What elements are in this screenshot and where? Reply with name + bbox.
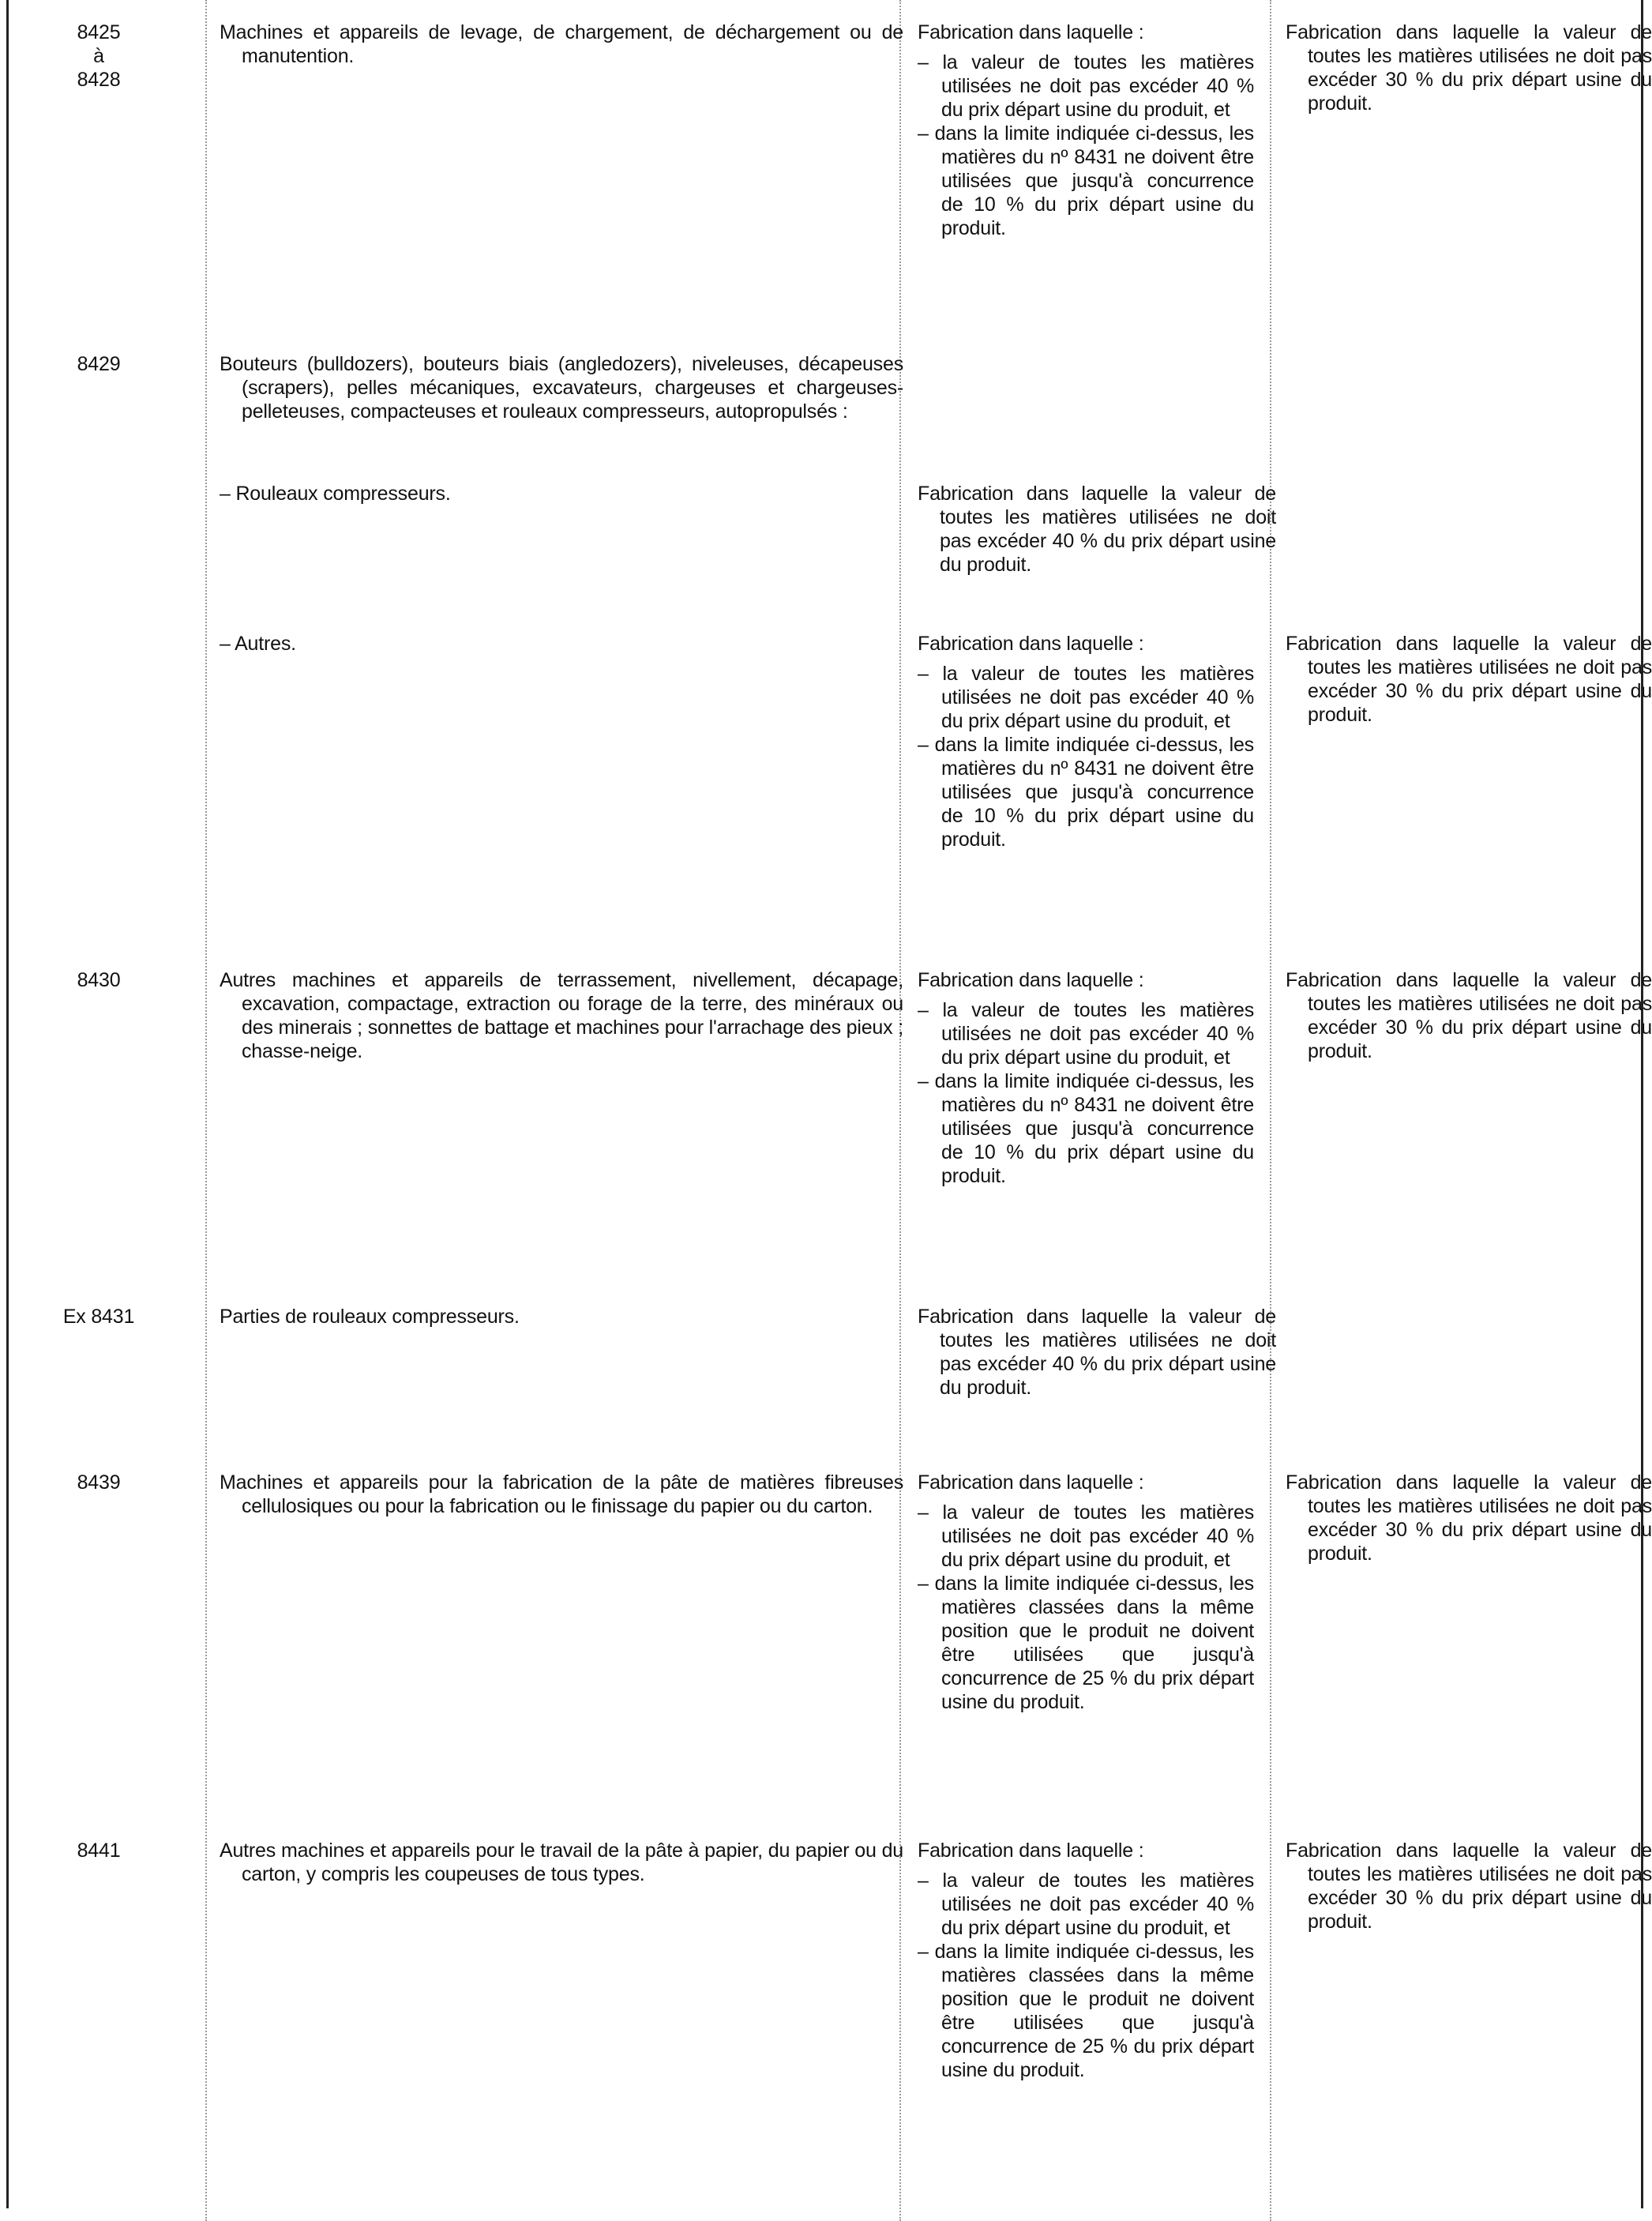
product-description: – Autres. xyxy=(220,633,296,655)
rule-intro: Fabrication dans laquelle : xyxy=(918,633,1144,655)
heading-code: 8430 xyxy=(77,969,121,991)
working-rule xyxy=(918,968,1254,1188)
heading-code: 8441 xyxy=(77,1840,121,1862)
alternative-rule: Fabrication dans laquelle la valeur de toutes les matières utilisées ne doit pas excéder 30 % du prix départ usine du produit. xyxy=(1286,633,1652,726)
heading-code: 8439 xyxy=(77,1471,121,1494)
rule-item: – dans la limite indiquée ci-dessus, les matières du nº 8431 ne doivent être utilisées que jusqu'à concurrence de 10 % du prix départ usine du produit. xyxy=(918,734,1254,851)
rule-intro: Fabrication dans laquelle : xyxy=(918,1471,1144,1494)
rule-item: – la valeur de toutes les matières utilisées ne doit pas excéder 40 % du prix départ usine du produit, et xyxy=(918,1501,1254,1571)
product-description: – Rouleaux compresseurs. xyxy=(220,483,451,505)
rule-intro: Fabrication dans laquelle : xyxy=(918,969,1144,991)
alternative-rule: Fabrication dans laquelle la valeur de toutes les matières utilisées ne doit pas excéder 30 % du prix départ usine du produit. xyxy=(1286,1471,1652,1565)
working-rule xyxy=(918,21,1254,240)
heading-code: 8429 xyxy=(77,353,121,375)
product-description: Machines et appareils de levage, de chargement, de déchargement ou de manutention. xyxy=(220,21,903,67)
heading-code: Ex 8431 xyxy=(62,1306,135,1328)
working-rule xyxy=(918,1839,1254,2082)
product-description: Parties de rouleaux compresseurs. xyxy=(220,1306,520,1328)
rule-item: – la valeur de toutes les matières utilisées ne doit pas excéder 40 % du prix départ usine du produit, et xyxy=(918,1870,1254,1939)
product-description: Bouteurs (bulldozers), bouteurs biais (angledozers), niveleuses, décapeuses (scrapers), pelles mécaniques, excavateurs, chargeuses et chargeuses-pelleteuses, compacteuses et rouleaux compresseurs, autopropulsés : xyxy=(220,353,903,423)
alternative-rule: Fabrication dans laquelle la valeur de toutes les matières utilisées ne doit pas excéder 30 % du prix départ usine du produit. xyxy=(1286,21,1652,115)
rule-item: – la valeur de toutes les matières utilisées ne doit pas excéder 40 % du prix départ usine du produit, et xyxy=(918,663,1254,732)
rule-item: – dans la limite indiquée ci-dessus, les matières classées dans la même position que le produit ne doivent être utilisées que jusqu'à concurrence de 25 % du prix départ usine du produit. xyxy=(918,1573,1254,1713)
working-rule: Fabrication dans laquelle la valeur de toutes les matières utilisées ne doit pas excéder 40 % du prix départ usine du produit. xyxy=(918,1306,1276,1399)
product-description: Autres machines et appareils pour le travail de la pâte à papier, du papier ou du carton, y compris les coupeuses de tous types. xyxy=(220,1840,903,1885)
rule-item: – dans la limite indiquée ci-dessus, les matières classées dans la même position que le produit ne doivent être utilisées que jusqu'à concurrence de 25 % du prix départ usine du produit. xyxy=(918,1941,1254,2081)
product-description: Machines et appareils pour la fabrication de la pâte de matières fibreuses cellulosiques ou pour la fabrication ou le finissage du papier ou du carton. xyxy=(220,1471,903,1517)
column-divider-code xyxy=(205,0,207,2221)
working-rule xyxy=(918,632,1254,851)
rule-item: – la valeur de toutes les matières utilisées ne doit pas excéder 40 % du prix départ usine du produit, et xyxy=(918,999,1254,1069)
product-description: Autres machines et appareils de terrassement, nivellement, décapage, excavation, compactage, extraction ou forage de la terre, des minéraux ou des minerais ; sonnettes de battage et machines pour l'arrachage des pieux ; chasse-neige. xyxy=(220,969,903,1062)
rule-item: – dans la limite indiquée ci-dessus, les matières du nº 8431 ne doivent être utilisées que jusqu'à concurrence de 10 % du prix départ usine du produit. xyxy=(918,1070,1254,1187)
rule-item: – dans la limite indiquée ci-dessus, les matières du nº 8431 ne doivent être utilisées que jusqu'à concurrence de 10 % du prix départ usine du produit. xyxy=(918,122,1254,239)
table-left-border xyxy=(6,0,9,2208)
alternative-rule: Fabrication dans laquelle la valeur de toutes les matières utilisées ne doit pas excéder 30 % du prix départ usine du produit. xyxy=(1286,1840,1652,1933)
working-rule xyxy=(918,1471,1254,1714)
rule-intro: Fabrication dans laquelle : xyxy=(918,1840,1144,1862)
working-rule: Fabrication dans laquelle la valeur de toutes les matières utilisées ne doit pas excéder 40 % du prix départ usine du produit. xyxy=(918,483,1276,576)
alternative-rule: Fabrication dans laquelle la valeur de toutes les matières utilisées ne doit pas excéder 30 % du prix départ usine du produit. xyxy=(1286,969,1652,1062)
heading-code: 8425 à 8428 xyxy=(77,21,121,91)
rule-item: – la valeur de toutes les matières utilisées ne doit pas excéder 40 % du prix départ usine du produit, et xyxy=(918,51,1254,121)
column-divider-rule xyxy=(1270,0,1271,2221)
column-divider-description xyxy=(899,0,901,2221)
rule-intro: Fabrication dans laquelle : xyxy=(918,21,1144,43)
